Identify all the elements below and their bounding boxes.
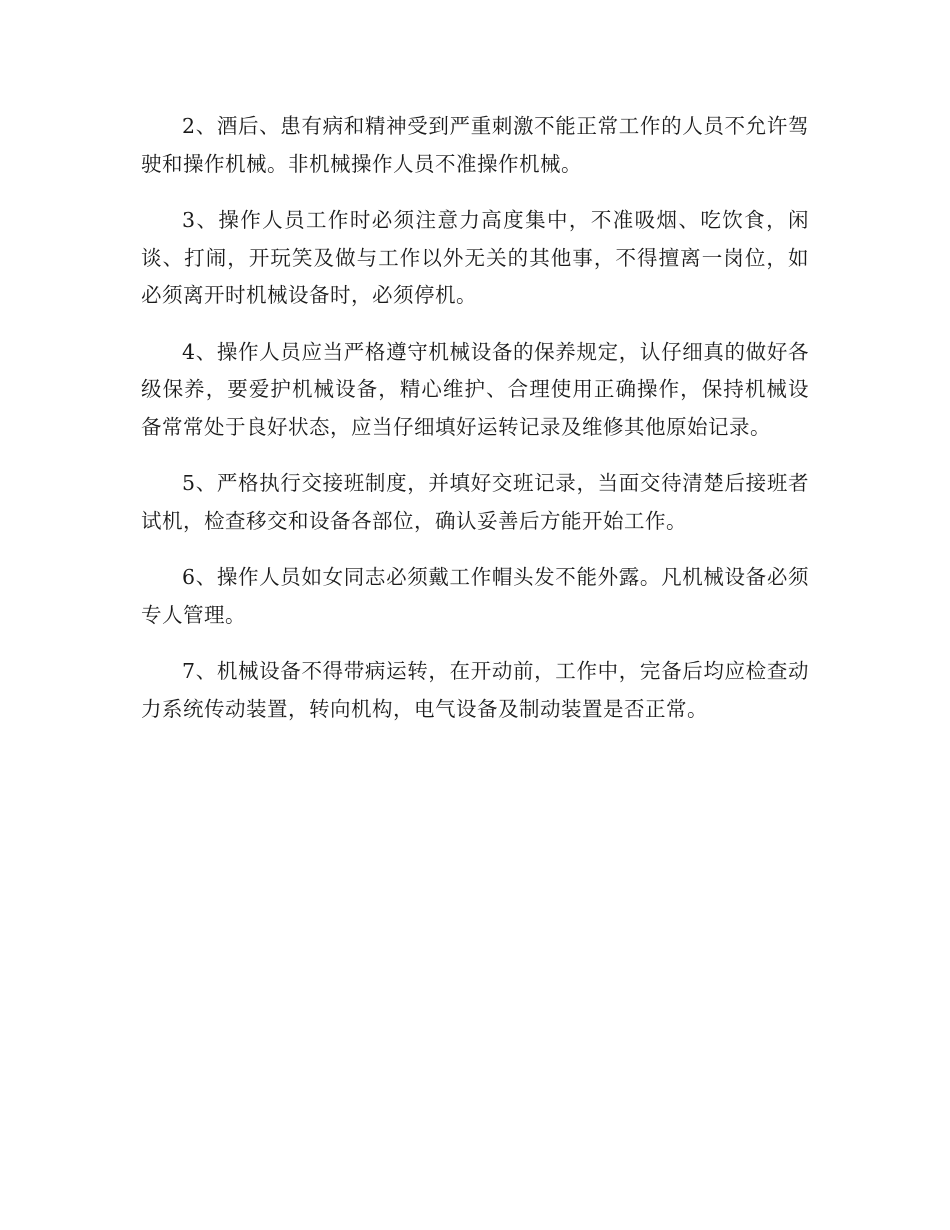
document-body <box>141 108 809 747</box>
paragraph-rule-6: 6、操作人员如女同志必须戴工作帽头发不能外露。凡机械设备必须专人管理。 <box>141 565 809 627</box>
paragraph-rule-5: 5、严格执行交接班制度，并填好交班记录，当面交待清楚后接班者试机，检查移交和设备各部位，确认妥善后方能开始工作。 <box>141 471 809 533</box>
paragraph-rule-2: 2、酒后、患有病和精神受到严重刺激不能正常工作的人员不允许驾驶和操作机械。非机械操作人员不准操作机械。 <box>141 114 809 176</box>
paragraph-rule-3: 3、操作人员工作时必须注意力高度集中，不准吸烟、吃饮食，闲谈、打闹，开玩笑及做与工作以外无关的其他事，不得擅离一岗位，如必须离开时机械设备时，必须停机。 <box>141 208 809 307</box>
paragraph-rule-7: 7、机械设备不得带病运转，在开动前，工作中，完备后均应检查动力系统传动装置，转向机构，电气设备及制动装置是否正常。 <box>141 659 809 721</box>
paragraph-rule-4: 4、操作人员应当严格遵守机械设备的保养规定，认仔细真的做好各级保养，要爱护机械设备，精心维护、合理使用正确操作，保持机械设备常常处于良好状态，应当仔细填好运转记录及维修其他原始记录。 <box>141 339 809 439</box>
